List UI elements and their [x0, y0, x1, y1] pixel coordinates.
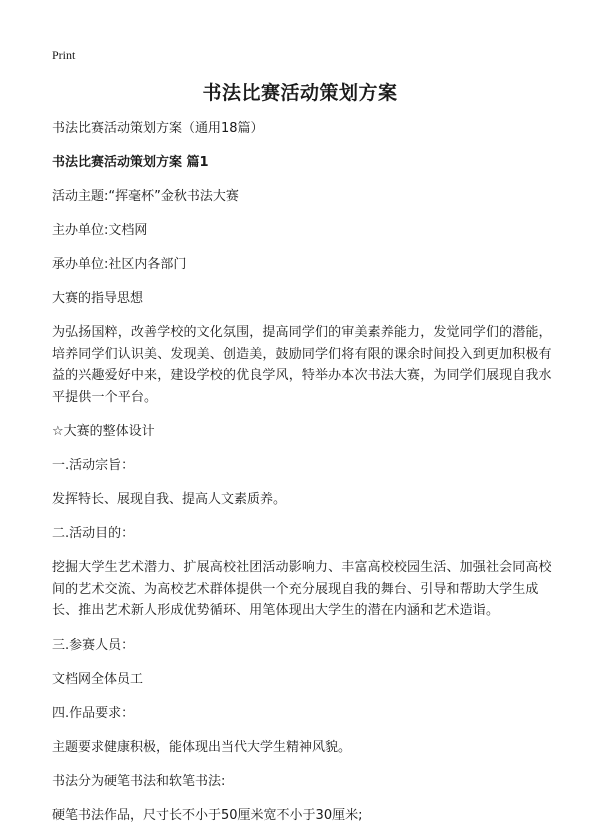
- activity-theme: 活动主题:“挥毫杯”金秋书法大赛: [52, 189, 239, 204]
- organizer: 主办单位:文档网: [52, 223, 148, 238]
- participants-text: 文档网全体员工: [52, 671, 144, 687]
- requirements-heading: 四.作品要求：: [52, 705, 135, 721]
- guiding-idea-text: 为弘扬国粹，改善学校的文化氛围，提高同学们的审美素养能力，发觉同学们的潜能，培养同学们认识美、发现美、创造美，鼓励同学们将有限的课余时间投入到更加积极有益的兴趣爱好中来，建设学校的优良学风，特举办本次书法大赛，为同学们展现自我水平提供一个平台。: [52, 325, 552, 405]
- guiding-idea-heading: 大赛的指导思想: [52, 291, 144, 306]
- section-heading: 书法比赛活动策划方案 篇1: [52, 155, 209, 170]
- document-body: [52, 118, 554, 826]
- goal-text: 挖掘大学生艺术潜力、扩展高校社团活动影响力、丰富高校校园生活、加强社会同高校间的艺术交流、为高校艺术群体提供一个充分展现自我的舞台、引导和帮助大学生成长、推出艺术新人形成优势循环、用笔体现出大学生的潜在内涵和艺术造诣。: [52, 560, 552, 618]
- goal-heading: 二.活动目的：: [52, 526, 135, 541]
- participants-heading: 三.参赛人员：: [52, 637, 135, 653]
- purpose-text: 发挥特长、展现自我、提高人文素质养。: [52, 492, 287, 507]
- doc-subtitle: 书法比赛活动策划方案（通用18篇）: [52, 121, 264, 136]
- purpose-heading: 一.活动宗旨：: [52, 458, 135, 473]
- requirements-text-3: 硬笔书法作品，尺寸长不小于50厘米宽不小于30厘米;: [52, 807, 363, 823]
- co-organizer: 承办单位:社区内各部门: [52, 257, 187, 272]
- requirements-text-2: 书法分为硬笔书法和软笔书法:: [52, 773, 226, 789]
- requirements-text-1: 主题要求健康积极，能体现出当代大学生精神风貌。: [52, 739, 352, 755]
- print-link[interactable]: Print: [52, 48, 76, 62]
- overall-design-heading: ☆大赛的整体设计: [52, 424, 155, 439]
- page-title: 书法比赛活动策划方案: [202, 82, 398, 104]
